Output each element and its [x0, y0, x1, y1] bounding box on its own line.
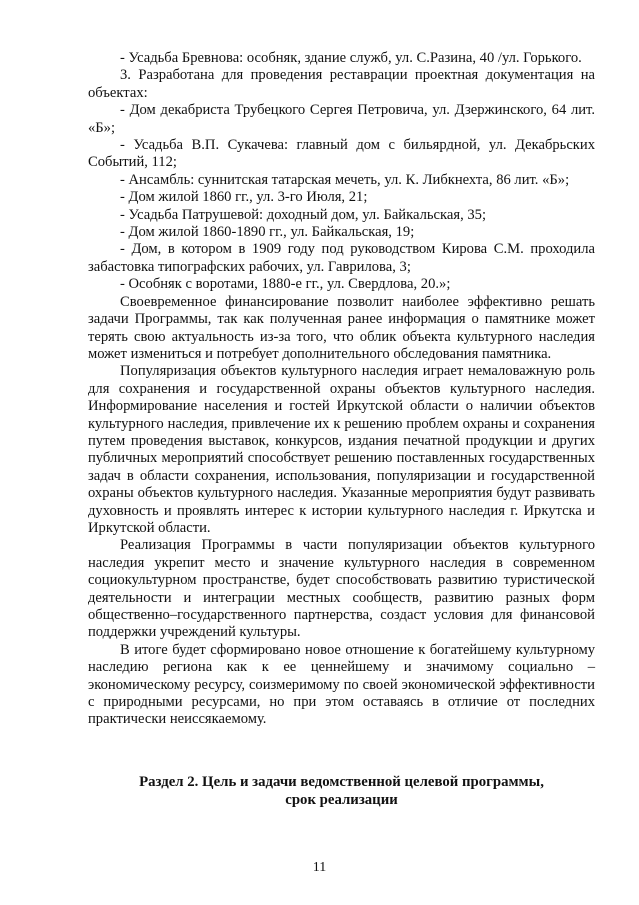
list-item: - Особняк с воротами, 1880-е гг., ул. Свердлова, 20.»;	[120, 276, 451, 293]
list-item: - Дом, в котором в 1909 году под руководством Кирова С.М. проходила забастовка типографских рабочих, ул. Гаврилова, 3;	[88, 241, 595, 275]
section-heading-line2: срок реализации	[285, 791, 398, 808]
list-item: - Дом жилой 1860 гг., ул. 3-го Июля, 21;	[120, 189, 368, 206]
paragraph-popularization: Популяризация объектов культурного наследия играет немаловажную роль для сохранения и государственной охраны объектов культурного наследия. Информирование населения и гостей Иркутской области о наличии объектов культурного наследия, привлечение их к решению проблем охраны и сохранения путем проведения выставок, конкурсов, издания печатной продукции и других публичных мероприятий способствует решению поставленных государственных задач в области сохранения, использования, популяризации и государственной охраны объектов культурного наследия. Указанные мероприятия будут развивать духовность и проявлять интерес к истории культурного наследия г. Иркутска и Иркутской области.	[88, 363, 595, 536]
list-item: - Дом жилой 1860-1890 гг., ул. Байкальская, 19;	[120, 224, 415, 241]
list-item: - Усадьба Патрушевой: доходный дом, ул. Байкальская, 35;	[120, 206, 487, 223]
page-number: 11	[312, 860, 327, 875]
list-item: - Ансамбль: суннитская татарская мечеть, ул. К. Либкнехта, 86 лит. «Б»;	[120, 171, 570, 188]
list-item-brevnov: - Усадьба Бревнова: особняк, здание служб, ул. С.Разина, 40 /ул. Горького.	[120, 50, 582, 66]
paragraph-financing: Своевременное финансирование позволит наиболее эффективно решать задачи Программы, так как полученная ранее информация о памятнике может терять свою актуальность из-за того, что облик объекта культурного наследия может измениться и потребует дополнительного обследования памятника.	[88, 293, 595, 362]
list-item: - Дом декабриста Трубецкого Сергея Петровича, ул. Дзержинского, 64 лит. «Б»;	[88, 102, 595, 136]
section-heading	[88, 773, 595, 809]
section-heading-line1: Раздел 2. Цель и задачи ведомственной целевой программы,	[139, 773, 544, 790]
list-item: - Усадьба В.П. Сукачева: главный дом с бильярдной, ул. Декабрьских Событий, 112;	[88, 137, 595, 171]
paragraph-result: В итоге будет сформировано новое отношение к богатейшему культурному наследию региона как к ее ценнейшему и значимому социально – экономическому ресурсу, соизмеримому по своей экономической эффективности с природными ресурсами, но при этом оставаясь в отличие от последних практически неиссякаемому.	[88, 641, 595, 728]
paragraph-implementation: Реализация Программы в части популяризации объектов культурного наследия укрепит место и значение культурного наследия в современном социокультурном пространстве, будет способствовать развитию туристической деятельности и интеграции местных сообществ, развитию разных форм общественно–государственного партнерства, создаст условия для финансовой поддержки учреждений культуры.	[88, 537, 595, 641]
item3-intro: 3. Разработана для проведения реставрации проектная документация на объектах:	[88, 67, 595, 101]
